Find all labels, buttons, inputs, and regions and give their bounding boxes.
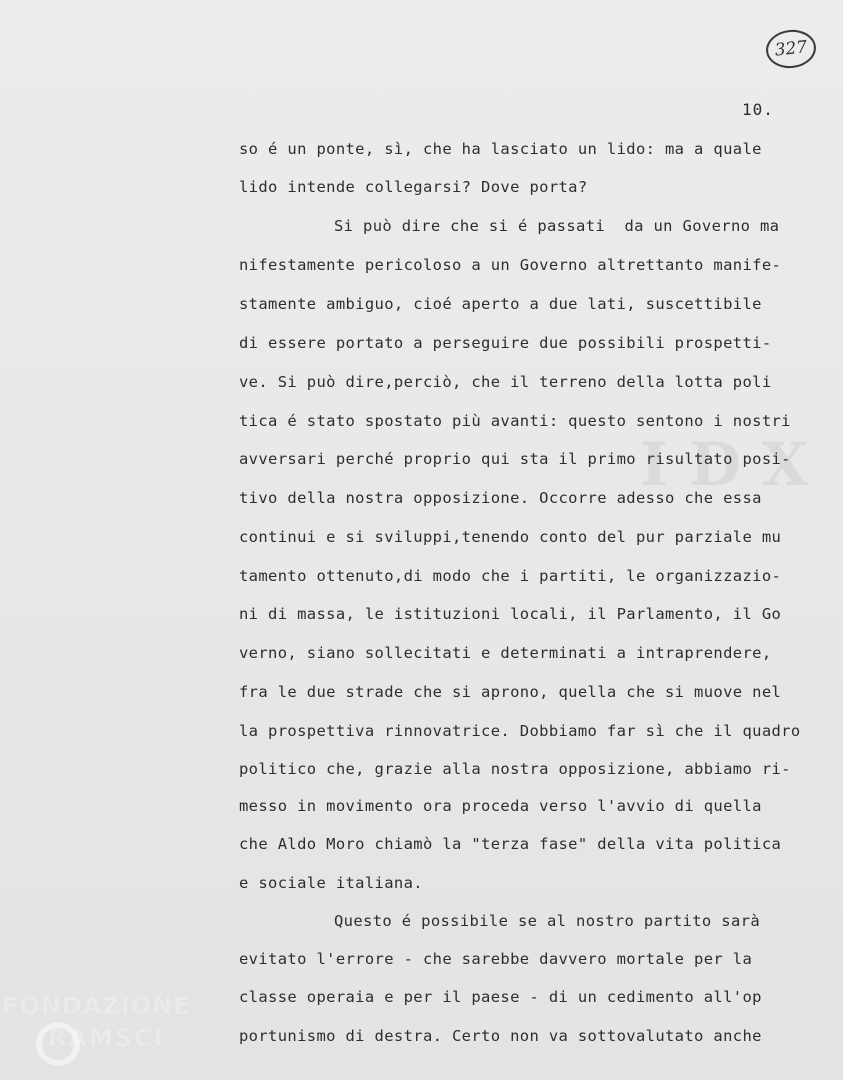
text-line: Questo é possibile se al nostro partito sarà bbox=[334, 912, 760, 930]
watermark-line-2: RAMSCI bbox=[48, 1024, 165, 1052]
text-line: tica é stato spostato più avanti: questo sentono i nostri bbox=[239, 412, 791, 430]
text-line: tamento ottenuto,di modo che i partiti, le organizzazio- bbox=[239, 567, 782, 585]
text-line: nifestamente pericoloso a un Governo altrettanto manife- bbox=[239, 256, 782, 274]
text-line: classe operaia e per il paese - di un cedimento all'op bbox=[239, 988, 762, 1006]
text-line: evitato l'errore - che sarebbe davvero mortale per la bbox=[239, 950, 753, 968]
text-line: fra le due strade che si aprono, quella che si muove nel bbox=[239, 683, 782, 701]
text-line: Si può dire che si é passati da un Governo ma bbox=[334, 217, 780, 235]
text-line: di essere portato a perseguire due possibili prospetti- bbox=[239, 334, 772, 352]
fondazione-gramsci-watermark bbox=[2, 990, 191, 1054]
gramsci-g-logo-icon bbox=[36, 1022, 80, 1066]
watermark-line-1: FONDAZIONE bbox=[2, 992, 191, 1020]
text-line: so é un ponte, sì, che ha lasciato un lido: ma a quale bbox=[239, 140, 762, 158]
text-line: continui e si sviluppi,tenendo conto del pur parziale mu bbox=[239, 528, 782, 546]
text-line: messo in movimento ora proceda verso l'avvio di quella bbox=[239, 797, 762, 815]
text-line: avversari perché proprio qui sta il primo risultato posi- bbox=[239, 450, 791, 468]
text-line: ve. Si può dire,perciò, che il terreno della lotta poli bbox=[239, 373, 772, 391]
text-line: e sociale italiana. bbox=[239, 874, 423, 892]
page-number: 10. bbox=[742, 100, 774, 119]
bleed-through-mark: I D X bbox=[640, 430, 809, 500]
archive-stamp: 327 bbox=[764, 27, 818, 70]
text-line: lido intende collegarsi? Dove porta? bbox=[239, 178, 588, 196]
text-line: la prospettiva rinnovatrice. Dobbiamo far sì che il quadro bbox=[239, 722, 801, 740]
text-line: stamente ambiguo, cioé aperto a due lati, suscettibile bbox=[239, 295, 762, 313]
text-line: ni di massa, le istituzioni locali, il Parlamento, il Go bbox=[239, 605, 782, 623]
text-line: politico che, grazie alla nostra opposizione, abbiamo ri- bbox=[239, 760, 791, 778]
text-line: portunismo di destra. Certo non va sottovalutato anche bbox=[239, 1027, 762, 1045]
text-line: che Aldo Moro chiamò la "terza fase" della vita politica bbox=[239, 835, 782, 853]
text-line: tivo della nostra opposizione. Occorre adesso che essa bbox=[239, 489, 762, 507]
text-line: verno, siano sollecitati e determinati a intraprendere, bbox=[239, 644, 772, 662]
